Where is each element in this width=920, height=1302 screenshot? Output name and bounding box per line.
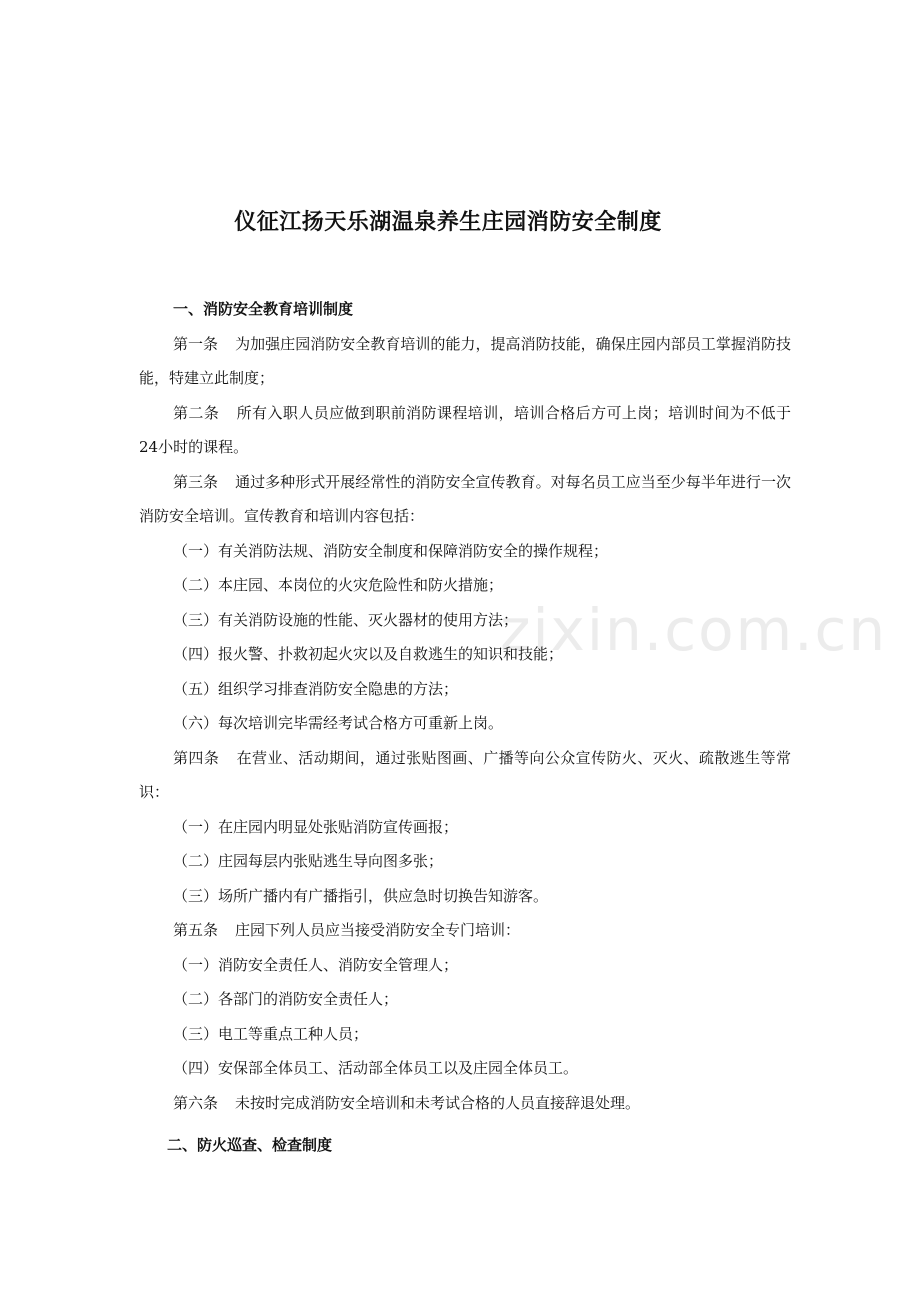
article-label: 第四条 (173, 748, 220, 767)
document-body (139, 292, 791, 1163)
list-item: （五）组织学习排查消防安全隐患的方法； (173, 679, 459, 698)
list-item: （四）安保部全体员工、活动部全体员工以及庄园全体员工。 (173, 1059, 579, 1077)
list-item: （四）报火警、扑救初起火灾以及自救逃生的知识和技能； (173, 645, 564, 663)
article-label: 第六条 (173, 1093, 219, 1112)
section-heading-1: 一、消防安全教育培训制度 (173, 300, 354, 318)
list-item: （三）有关消防设施的性能、灭火器材的使用方法； (173, 610, 519, 629)
article-6 (139, 1086, 791, 1121)
article-text: 在营业、活动期间，通过张贴图画、广播等向公众宣传防火、灭火、疏散逃生等常识： (139, 748, 791, 801)
article-label: 第一条 (173, 334, 219, 353)
section-heading-2: 二、防火巡查、检查制度 (167, 1136, 333, 1154)
article-5 (139, 913, 791, 948)
list-item: （三）电工等重点工种人员； (173, 1024, 369, 1043)
article-text: 未按时完成消防安全培训和未考试合格的人员直接辞退处理。 (235, 1093, 641, 1112)
list-item: （二）各部门的消防安全责任人； (173, 990, 399, 1008)
article-label: 第二条 (173, 403, 220, 422)
article-1 (139, 327, 791, 396)
article-label: 第三条 (173, 472, 219, 491)
list-item: （一）在庄园内明显处张贴消防宣传画报； (173, 817, 459, 836)
list-item: （二）庄园每层内张贴逃生导向图多张； (173, 852, 444, 870)
article-3 (139, 465, 791, 534)
article-2 (139, 396, 791, 465)
article-text: 为加强庄园消防安全教育培训的能力，提高消防技能，确保庄园内部员工掌握消防技能，特建立此制度； (139, 334, 791, 387)
list-item: （一）有关消防法规、消防安全制度和保障消防安全的操作规程； (173, 541, 609, 560)
watermark-text: zixin.com.cn (500, 596, 888, 664)
list-item: （一）消防安全责任人、消防安全管理人； (173, 955, 459, 974)
list-item: （二）本庄园、本岗位的火灾危险性和防火措施； (173, 576, 504, 594)
article-4 (139, 741, 791, 810)
list-item: （三）场所广播内有广播指引，供应急时切换告知游客。 (173, 886, 549, 905)
article-text: 所有入职人员应做到职前消防课程培训，培训合格后方可上岗；培训时间为不低于24小时的课程。 (139, 403, 791, 456)
article-label: 第五条 (173, 921, 219, 939)
article-text: 庄园下列人员应当接受消防安全专门培训： (235, 921, 521, 939)
document-title: 仪征江扬天乐湖温泉养生庄园消防安全制度 (234, 210, 662, 235)
article-text: 通过多种形式开展经常性的消防安全宣传教育。对每名员工应当至少每半年进行一次消防安全培训。宣传教育和培训内容包括： (139, 472, 791, 525)
list-item: （六）每次培训完毕需经考试合格方可重新上岗。 (173, 714, 504, 732)
